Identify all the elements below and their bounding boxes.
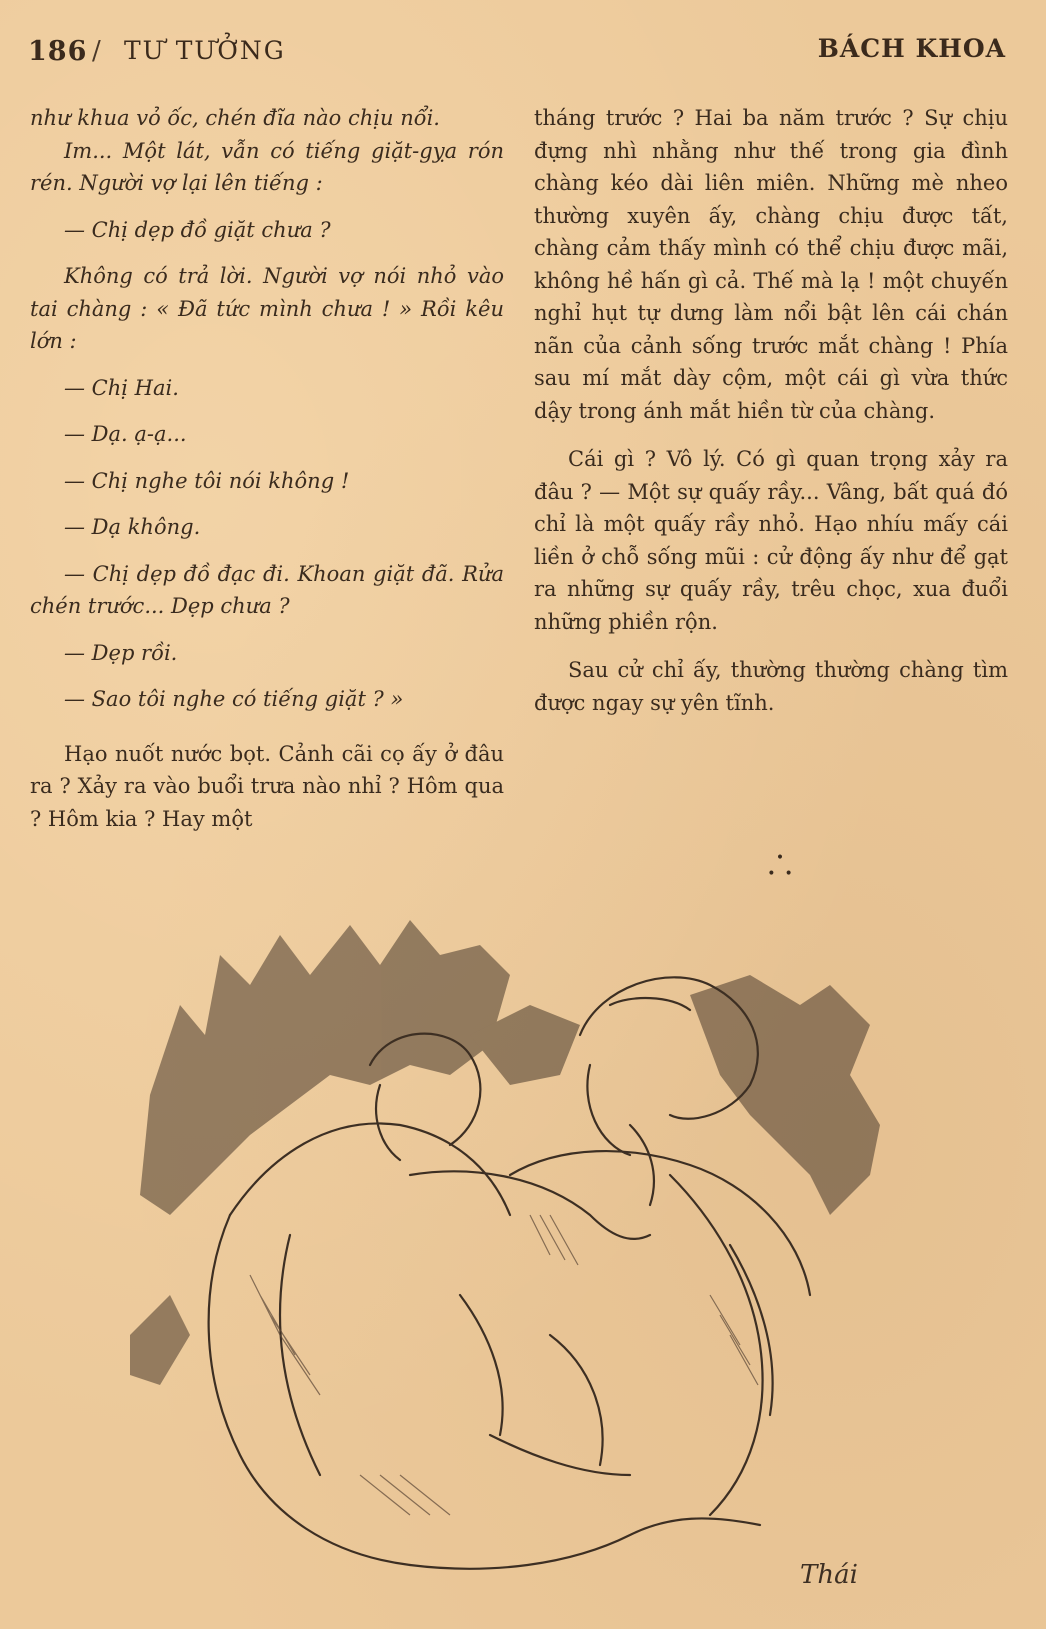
paragraph: Không có trả lời. Người vợ nói nhỏ vào tai chàng : « Đã tức mình chưa ! » Rồi kêu lớn :: [30, 264, 504, 353]
page-number: 186: [28, 36, 88, 67]
dialogue-line: — Sao tôi nghe có tiếng giặt ? »: [64, 687, 404, 711]
paragraph: Hạo nuốt nước bọt. Cảnh cãi cọ ấy ở đâu ra ? Xảy ra vào buổi trưa nào nhỉ ? Hôm qua ? Hôm kia ? Hay một: [30, 741, 504, 831]
dialogue-line: — Dạ không.: [64, 515, 201, 539]
dialogue-line: — Chị dẹp đồ giặt chưa ?: [64, 217, 331, 242]
sketch-drawing: [110, 915, 970, 1595]
left-column: [30, 102, 504, 835]
shading-strokes: [250, 1215, 758, 1515]
paragraph: tháng trước ? Hai ba năm trước ? Sự chịu đựng nhì nhằng như thế trong gia đình chàng kéo dài liên miên. Những mè nheo thường xuyên ấy, chàng chịu được tất, chàng cảm thấy mình có thể chịu được mãi, không hề hấn gì cả. Thế mà lạ ! một chuyến nghỉ hụt tự dưng làm nổi bật lên cái chán nãn của cảnh sống trước mắt chàng ! Phía sau mí mắt dày cộm, một cái gì vừa thức dậy trong ánh mắt hiền từ của chàng.: [534, 106, 1008, 423]
paragraph: như khua vỏ ốc, chén đĩa nào chịu nổi.: [30, 106, 440, 130]
magazine-name: BÁCH KHOA: [817, 34, 1006, 63]
illustration-sketch: [110, 915, 970, 1595]
dialogue-line: — Chị nghe tôi nói không !: [64, 468, 350, 493]
paragraph: Im... Một lát, vẫn có tiếng giặt-gỵa rón rén. Người vợ lại lên tiếng :: [30, 138, 504, 195]
page-header: [28, 28, 1006, 68]
dialogue-line: — Dạ. ạ-ạ...: [64, 422, 187, 446]
artist-signature: Thái: [800, 1560, 858, 1590]
dialogue-line: — Chị Hai.: [64, 375, 179, 400]
dialogue-line: — Dẹp rồi.: [64, 640, 178, 665]
dialogue-line: — Chị dẹp đồ đạc đi. Khoan giặt đã. Rửa chén trước... Dẹp chưa ?: [30, 561, 504, 618]
header-separator: /: [92, 36, 101, 66]
section-break-asterism: • • •: [767, 850, 793, 882]
paragraph: Sau cử chỉ ấy, thường thường chàng tìm được ngay sự yên tĩnh.: [534, 658, 1008, 715]
right-column: [534, 102, 1008, 719]
paragraph: Cái gì ? Vô lý. Có gì quan trọng xảy ra đâu ? — Một sự quấy rầy... Vâng, bất quá đó chỉ là một quấy rầy nhỏ. Hạo nhíu mấy cái liền ở chỗ sống mũi : cử động ấy như để gạt ra những sự quấy rầy, trêu chọc, xua đuổi những phiền rộn.: [534, 447, 1008, 634]
background-hatching: [130, 920, 880, 1385]
section-title: TƯ TƯỞNG: [124, 36, 286, 65]
